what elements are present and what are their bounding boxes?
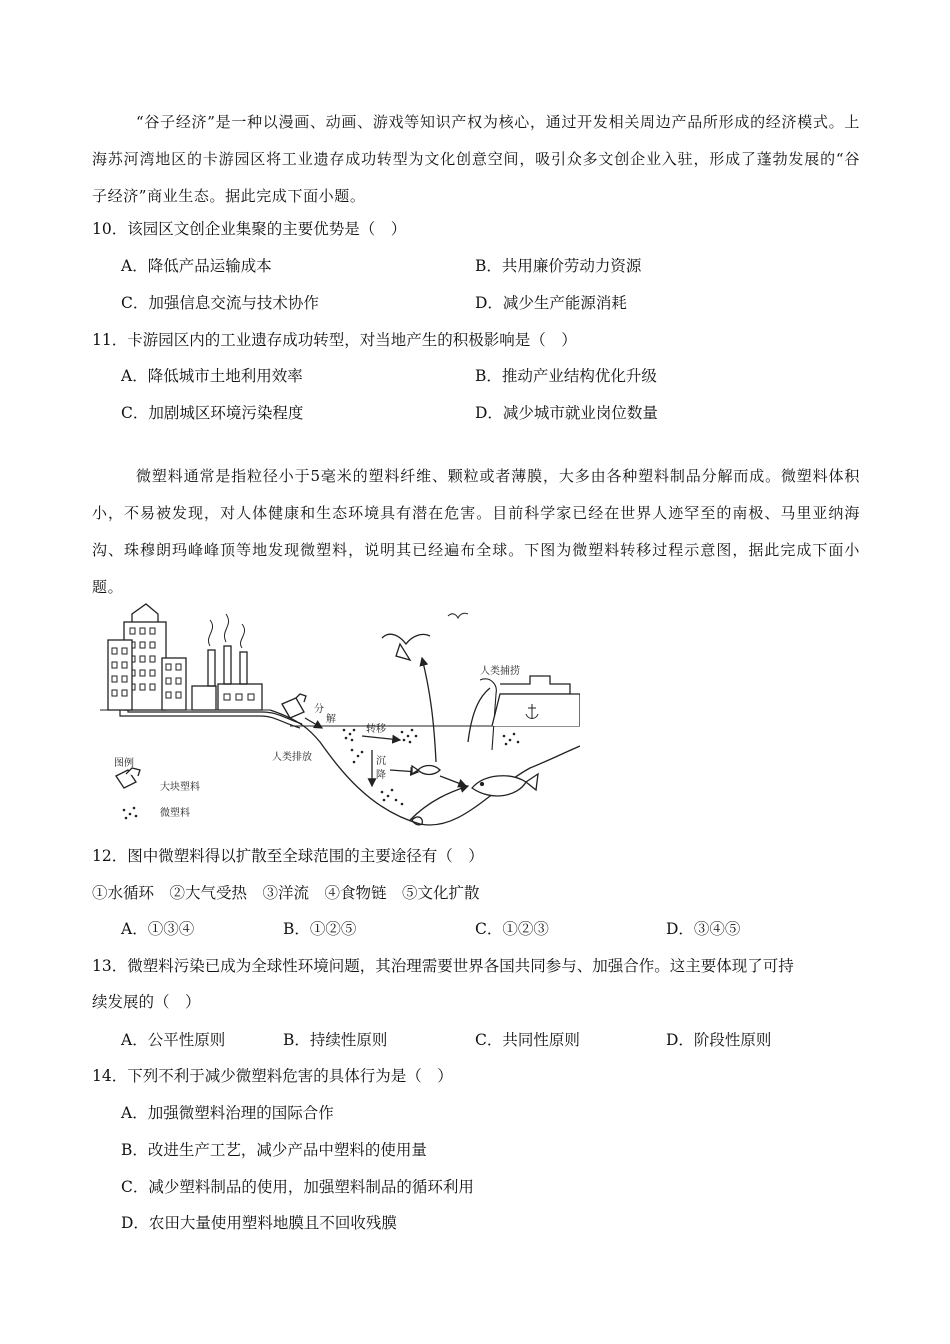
question-13-option-d: D．阶段性原则 [666, 1031, 772, 1049]
question-14-option-b: B．改进生产工艺，减少产品中塑料的使用量 [121, 1141, 427, 1159]
microplastic-transfer-figure [100, 600, 580, 836]
question-12-option-c: C．①②③ [475, 920, 549, 938]
question-12-option-a: A．①③④ [121, 920, 195, 938]
question-10-option-c: C．加强信息交流与技术协作 [121, 294, 319, 312]
question-13-stem-line2: 续发展的（ ） [92, 993, 201, 1011]
label-zhuanyi: 转移 [366, 724, 386, 735]
question-12-stem: 12．图中微塑料得以扩散至全球范围的主要途径有（ ） [92, 847, 484, 865]
question-11-option-a: A．降低城市土地利用效率 [121, 367, 303, 385]
question-13-option-b: B．持续性原则 [283, 1031, 388, 1049]
question-12-option-d: D．③④⑤ [666, 920, 741, 938]
label-chen: 沉 [376, 756, 386, 767]
question-10-option-a: A．降低产品运输成本 [121, 257, 272, 275]
label-jie: 解 [326, 714, 336, 725]
label-jiang: 降 [376, 770, 386, 781]
question-13-stem-line1: 13．微塑料污染已成为全球性环境问题，其治理需要世界各国共同参与、加强合作。这主要体现了可持 [92, 957, 794, 975]
label-human-discharge: 人类排放 [272, 752, 312, 763]
question-12-items: ①水循环 ②大气受热 ③洋流 ④食物链 ⑤文化扩散 [92, 884, 480, 902]
label-fen: 分 [314, 704, 324, 715]
question-14-stem: 14．下列不利于减少微塑料危害的具体行为是（ ） [92, 1067, 453, 1085]
label-human-fishing: 人类捕捞 [480, 666, 520, 677]
question-10-option-b: B．共用廉价劳动力资源 [475, 257, 642, 275]
question-13-option-a: A．公平性原则 [121, 1031, 226, 1049]
question-14-option-c: C．减少塑料制品的使用，加强塑料制品的循环利用 [121, 1178, 474, 1196]
question-11-stem: 11．卡游园区内的工业遗存成功转型，对当地产生的积极影响是（ ） [92, 331, 577, 349]
passage-microplastics: 微塑料通常是指粒径小于5毫米的塑料纤维、颗粒或者薄膜，大多由各种塑料制品分解而成。微塑料体积小，不易被发现，对人体健康和生态环境具有潜在危害。目前科学家已经在世界人迹罕至的南极、马里亚纳海沟、珠穆朗玛峰峰顶等地发现微塑料，说明其已经遍布全球。下图为微塑料转移过程示意图，据此完成下面小题。 [92, 467, 860, 596]
question-11-option-c: C．加剧城区环境污染程度 [121, 404, 304, 422]
question-14-option-a: A．加强微塑料治理的国际合作 [121, 1104, 334, 1122]
question-12-option-b: B．①②⑤ [283, 920, 357, 938]
question-11-option-b: B．推动产业结构优化升级 [475, 367, 657, 385]
passage-goods-economy: “谷子经济”是一种以漫画、动画、游戏等知识产权为核心，通过开发相关周边产品所形成的经济模式。上海苏河湾地区的卡游园区将工业遗存成功转型为文化创意空间，吸引众多文创企业入驻，形成了蓬勃发展的“谷子经济”商业生态。据此完成下面小题。 [92, 113, 860, 205]
question-13-option-c: C．共同性原则 [475, 1031, 580, 1049]
legend-microplastic: 微塑料 [160, 808, 190, 819]
legend-title: 图例 [114, 758, 134, 769]
question-10-option-d: D．减少生产能源消耗 [475, 294, 627, 312]
question-11-option-d: D．减少城市就业岗位数量 [475, 404, 658, 422]
legend-large-plastic: 大块塑料 [160, 782, 200, 793]
question-14-option-d: D．农田大量使用塑料地膜且不回收残膜 [121, 1214, 397, 1232]
question-10-stem: 10．该园区文创企业集聚的主要优势是（ ） [92, 220, 407, 238]
